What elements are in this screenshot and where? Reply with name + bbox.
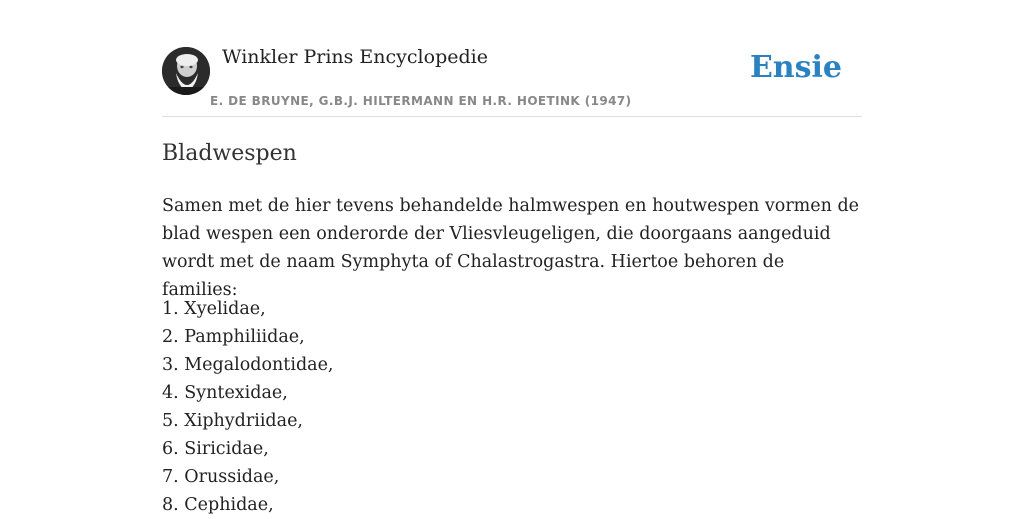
family-item: 3. Megalodontidae, [162, 355, 334, 375]
family-item: 6. Siricidae, [162, 439, 269, 459]
article-intro: Samen met de hier tevens behandelde halmwespen en houtwespen vormen de blad wespen een onderorde der Vliesvleugeligen, die doorgaans aangeduid wordt met de naam Symphyta of Chalastrogastra. Hiertoe behoren de families: [162, 196, 860, 300]
family-item: 7. Orussidae, [162, 467, 280, 487]
portrait-icon [162, 47, 210, 95]
family-item: 1. Xyelidae, [162, 299, 266, 319]
ensie-logo[interactable]: Ensie [749, 50, 842, 85]
article-page [162, 0, 862, 515]
encyclopedia-title[interactable]: Winkler Prins Encyclopedie [222, 46, 488, 68]
author-avatar[interactable] [162, 47, 210, 95]
family-list [162, 295, 334, 519]
article-title: Bladwespen [162, 141, 297, 166]
family-item: 2. Pamphiliidae, [162, 327, 305, 347]
source-header [162, 0, 862, 117]
family-item: 5. Xiphydriidae, [162, 411, 303, 431]
authors-line: E. DE BRUYNE, G.B.J. HILTERMANN EN H.R. HOETINK (1947) [210, 94, 632, 108]
family-item: 8. Cephidae, [162, 495, 274, 515]
family-item: 4. Syntexidae, [162, 383, 288, 403]
